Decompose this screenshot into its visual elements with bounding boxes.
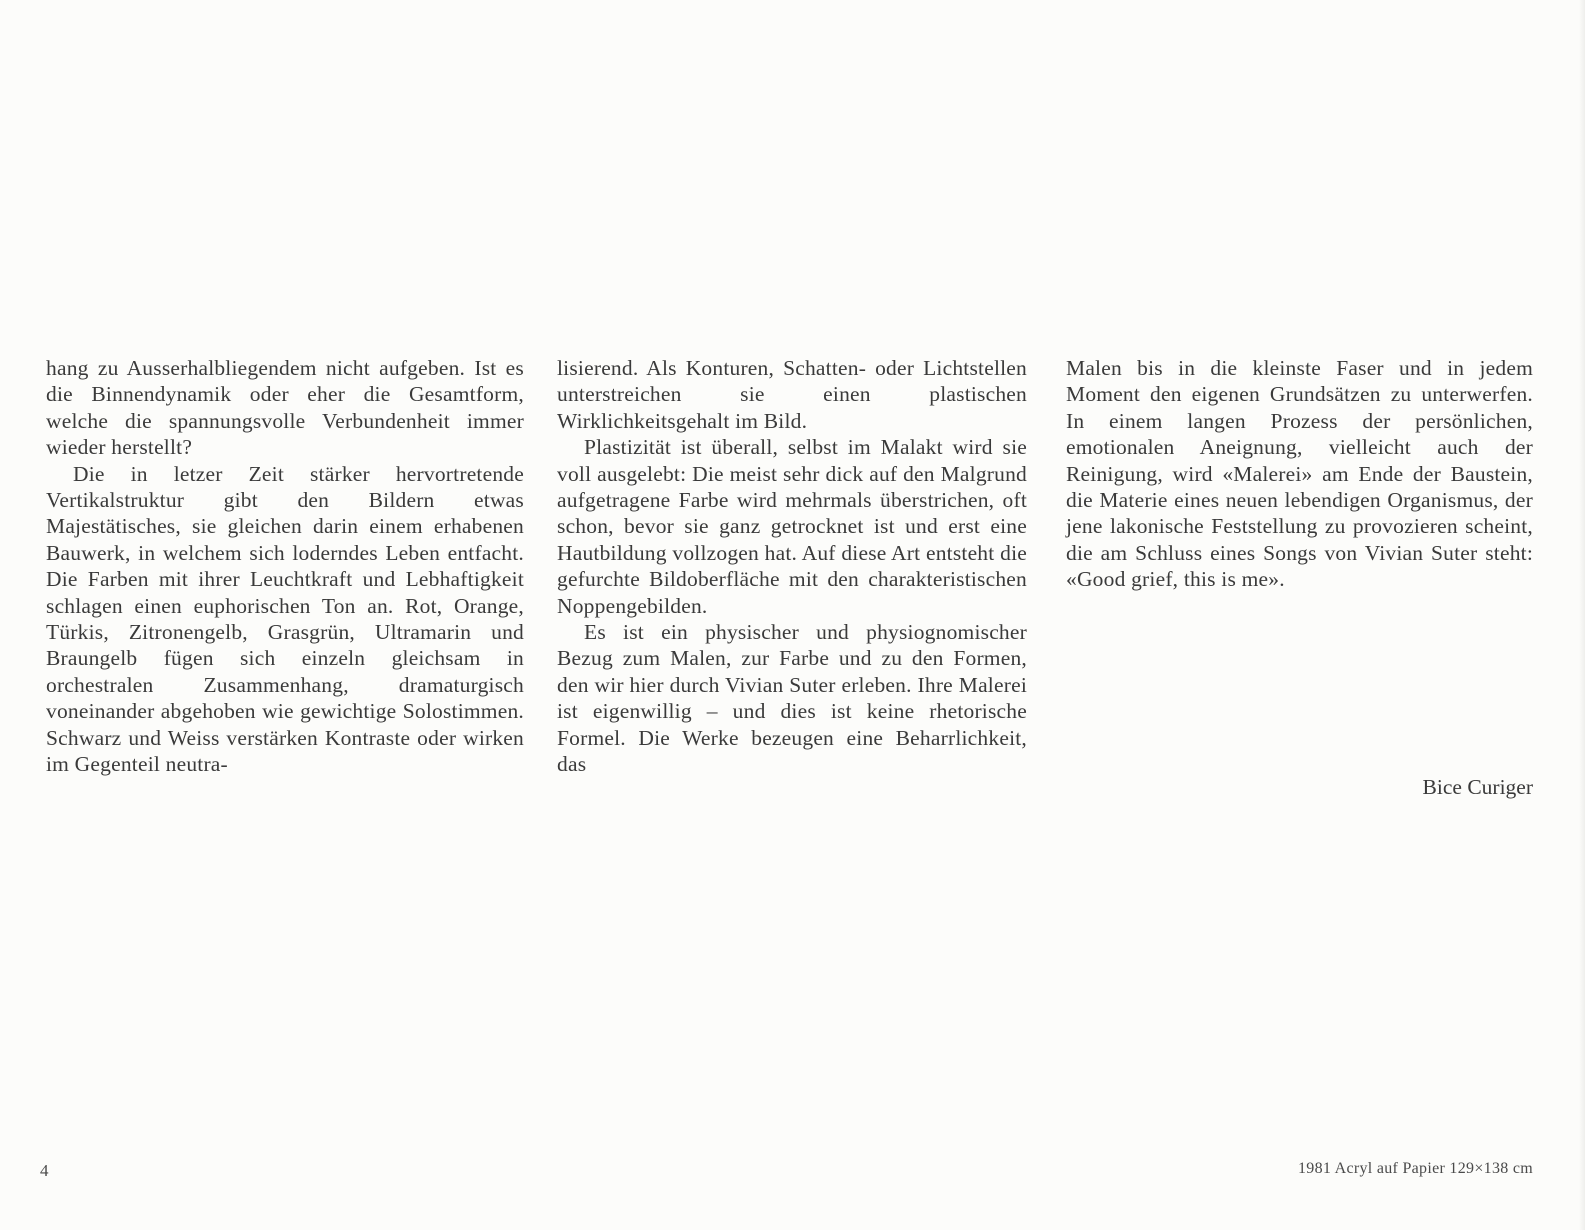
- author-signature: Bice Curiger: [1422, 775, 1533, 799]
- page-edge-shadow: [1579, 0, 1585, 1230]
- paragraph: hang zu Ausserhalbliegendem nicht aufgeben. Ist es die Binnendynamik oder eher die Gesamtform, welche die spannungsvolle Verbundenheit immer wieder herstellt?: [46, 356, 524, 460]
- paragraph: Es ist ein physischer und physiognomischer Bezug zum Malen, zur Farbe und zu den Formen, den wir hier durch Vivian Suter erleben. Ihre Malerei ist eigenwillig – und dies ist keine rhetorische Formel. Die Werke bezeugen eine Beharrlichkeit, das: [557, 620, 1027, 777]
- page-number: 4: [40, 1161, 49, 1180]
- text-column-3: [1066, 355, 1533, 593]
- text-column-1: [46, 355, 524, 778]
- paragraph: Plastizität ist überall, selbst im Malakt wird sie voll ausgelebt: Die meist sehr dick auf den Malgrund aufgetragene Farbe wird mehrmals überstrichen, oft schon, bevor sie ganz getrocknet ist und erst eine Hautbildung vollzogen hat. Auf diese Art entsteht die gefurchte Bildoberfläche mit den charakteristischen Noppengebilden.: [557, 435, 1027, 618]
- paragraph: lisierend. Als Konturen, Schatten- oder Lichtstellen unterstreichen sie einen plastischen Wirklichkeitsgehalt im Bild.: [557, 356, 1027, 433]
- paragraph: Die in letzer Zeit stärker hervortretende Vertikalstruktur gibt den Bildern etwas Majestätisches, sie gleichen darin einem erhabenen Bauwerk, in welchem sich loderndes Leben entfacht. Die Farben mit ihrer Leuchtkraft und Lebhaftigkeit schlagen einen euphorischen Ton an. Rot, Orange, Türkis, Zitronengelb, Grasgrün, Ultramarin und Braungelb fügen sich einzeln gleichsam in orchestralen Zusammenhang, dramaturgisch voneinander abgehoben wie gewichtige Solostimmen. Schwarz und Weiss verstärken Kontraste oder wirken im Gegenteil neutra-: [46, 461, 524, 777]
- paragraph: Malen bis in die kleinste Faser und in jedem Moment den eigenen Grundsätzen zu unterwerfen. In einem langen Prozess der persönlichen, emotionalen Aneignung, vielleicht auch der Reinigung, wird «Malerei» am Ende der Baustein, die Materie eines neuen lebendigen Organismus, der jene lakonische Feststellung zu provozieren scheint, die am Schluss eines Songs von Vivian Suter steht: «Good grief, this is me».: [1066, 356, 1533, 592]
- text-column-2: [557, 355, 1027, 778]
- artwork-caption: 1981 Acryl auf Papier 129×138 cm: [1297, 1160, 1533, 1177]
